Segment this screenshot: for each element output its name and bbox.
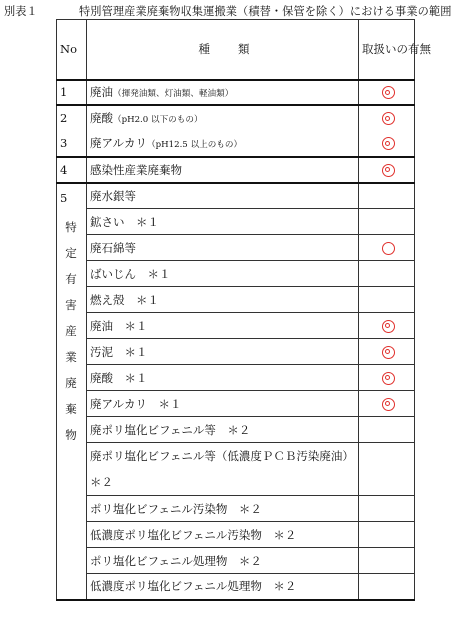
row-no: 1	[57, 80, 87, 105]
row-mark	[359, 183, 415, 209]
row-mark	[359, 548, 415, 574]
row-kind: 廃アルカリ ＊１	[87, 391, 359, 417]
row-kind: 低濃度ポリ塩化ビフェニル処理物 ＊２	[87, 574, 359, 600]
table-row	[57, 496, 415, 522]
table-row	[57, 417, 415, 443]
row-kind: 低濃度ポリ塩化ビフェニル汚染物 ＊２	[87, 522, 359, 548]
vertical-char: 産	[65, 324, 77, 338]
table-row	[57, 339, 415, 365]
kind-note: （揮発油類、灯油類、軽油類）	[113, 89, 234, 99]
table-number-label: 別表１	[4, 5, 38, 18]
vertical-char: 廃	[65, 376, 77, 390]
table-row	[57, 548, 415, 574]
kind-text: 廃酸	[90, 111, 113, 125]
vertical-char: 棄	[65, 402, 77, 416]
vertical-char: 物	[65, 428, 77, 442]
row-kind: 燃え殻 ＊１	[87, 287, 359, 313]
row-kind	[87, 80, 359, 105]
row-mark	[359, 313, 415, 339]
row-mark	[359, 235, 415, 261]
row-kind: 感染性産業廃棄物	[87, 157, 359, 183]
kind-text: 廃アルカリ	[90, 136, 148, 150]
row-mark	[359, 522, 415, 548]
table-row	[57, 313, 415, 339]
table-row	[57, 391, 415, 417]
row-no: 2	[57, 105, 87, 131]
row-mark	[359, 261, 415, 287]
row-mark	[359, 131, 415, 157]
group5-no: 5	[60, 190, 68, 205]
row-kind	[87, 105, 359, 131]
kind-note: （pH12.5 以上のもの）	[147, 140, 243, 150]
row-mark	[359, 287, 415, 313]
row-mark	[359, 391, 415, 417]
row-kind: 廃酸 ＊１	[87, 365, 359, 391]
row-kind: ばいじん ＊１	[87, 261, 359, 287]
row-no: 4	[57, 157, 87, 183]
row-mark	[359, 80, 415, 105]
col-header-mark: 取扱いの有無	[359, 20, 415, 80]
row-kind: 鉱さい ＊１	[87, 209, 359, 235]
double-circle-icon	[382, 372, 395, 385]
waste-scope-table	[56, 19, 431, 601]
table-row	[57, 131, 415, 157]
table-row	[57, 261, 415, 287]
vertical-char: 特	[65, 220, 77, 234]
double-circle-icon	[382, 164, 395, 177]
double-circle-icon	[382, 320, 395, 333]
vertical-char: 害	[65, 298, 77, 312]
double-circle-icon	[382, 137, 395, 150]
row-mark	[359, 365, 415, 391]
row-kind: ポリ塩化ビフェニル処理物 ＊２	[87, 548, 359, 574]
circle-icon	[382, 242, 395, 255]
table-row	[57, 287, 415, 313]
kind-text-cont: ＊２	[90, 475, 113, 489]
col-header-no: No	[57, 20, 87, 80]
row-kind	[87, 443, 359, 496]
row-kind: ポリ塩化ビフェニル汚染物 ＊２	[87, 496, 359, 522]
double-circle-icon	[382, 112, 395, 125]
row-kind: 汚泥 ＊１	[87, 339, 359, 365]
double-circle-icon	[382, 86, 395, 99]
vertical-char: 業	[65, 350, 77, 364]
row-kind	[87, 131, 359, 157]
row-mark	[359, 105, 415, 131]
kind-note: （pH2.0 以下のもの）	[113, 115, 203, 125]
col-header-kind: 種類	[87, 20, 359, 80]
row-mark	[359, 209, 415, 235]
row-kind: 廃水銀等	[87, 183, 359, 209]
row-mark	[359, 157, 415, 183]
table-row	[57, 209, 415, 235]
table-row	[57, 235, 415, 261]
row-mark	[359, 574, 415, 600]
double-circle-icon	[382, 346, 395, 359]
table-row	[57, 365, 415, 391]
row-mark	[359, 339, 415, 365]
table-row	[57, 183, 415, 209]
kind-text: 廃油	[90, 85, 113, 99]
table-row	[57, 443, 415, 496]
row-kind: 廃ポリ塩化ビフェニル等 ＊２	[87, 417, 359, 443]
row-kind: 廃石綿等	[87, 235, 359, 261]
table-row	[57, 80, 415, 105]
table-header-row	[57, 20, 415, 80]
document-title: 特別管理産業廃棄物収集運搬業（積替・保管を除く）における事業の範囲	[79, 5, 452, 18]
table-row	[57, 574, 415, 600]
kind-text: 廃ポリ塩化ビフェニル等（低濃度ＰＣＢ汚染廃油）	[90, 449, 354, 463]
double-circle-icon	[382, 398, 395, 411]
row-kind: 廃油 ＊１	[87, 313, 359, 339]
table-row	[57, 522, 415, 548]
row-mark	[359, 417, 415, 443]
row-mark	[359, 496, 415, 522]
vertical-char: 有	[65, 272, 77, 286]
table-row	[57, 105, 415, 131]
row-no: 3	[57, 131, 87, 157]
row-mark	[359, 443, 415, 496]
vertical-char: 定	[65, 246, 77, 260]
document-header	[4, 1, 468, 19]
table-row	[57, 157, 415, 183]
